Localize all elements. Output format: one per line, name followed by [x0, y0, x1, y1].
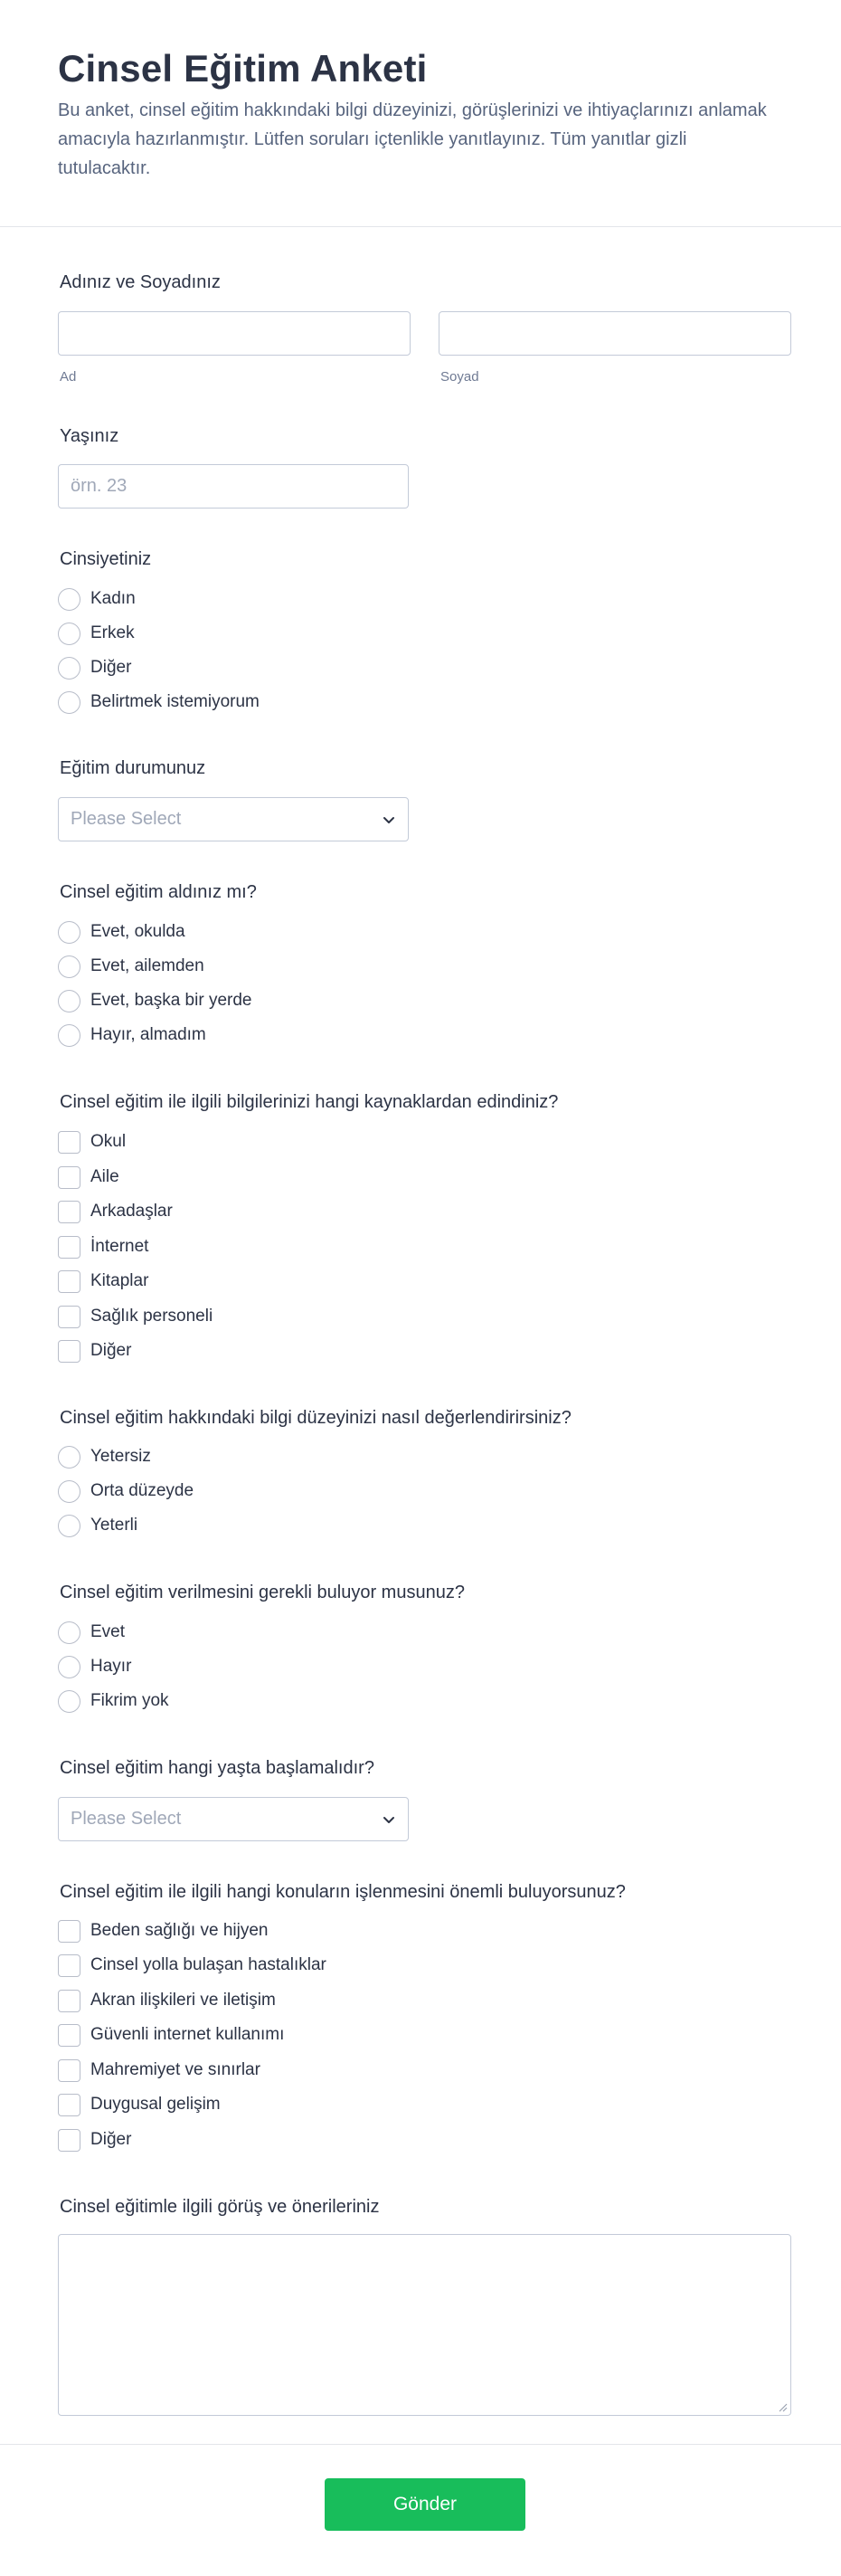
- radio-button[interactable]: [58, 1515, 80, 1537]
- radio-button[interactable]: [58, 657, 80, 680]
- radio-button[interactable]: [58, 990, 80, 1012]
- start-age-select-placeholder: Please Select: [71, 1809, 182, 1829]
- chevron-down-icon: [382, 1812, 396, 1827]
- knowledge-option-sufficient[interactable]: Yeterli: [58, 1513, 137, 1538]
- knowledge-option-medium[interactable]: Orta düzeyde: [58, 1478, 194, 1504]
- sources-option-books[interactable]: Kitaplar: [58, 1269, 148, 1294]
- name-question-label: Adınız ve Soyadınız: [60, 272, 221, 292]
- checkbox[interactable]: [58, 1920, 80, 1943]
- last-name-sublabel: Soyad: [440, 369, 479, 385]
- sources-question-label: Cinsel eğitim ile ilgili bilgilerinizi hangi kaynaklardan edindiniz?: [60, 1092, 559, 1112]
- received-option-school[interactable]: Evet, okulda: [58, 919, 185, 945]
- first-name-sublabel: Ad: [60, 369, 77, 385]
- education-question-label: Eğitim durumunuz: [60, 758, 206, 778]
- age-input[interactable]: [58, 464, 409, 509]
- radio-button[interactable]: [58, 1480, 80, 1503]
- necessary-option-no-opinion[interactable]: Fikrim yok: [58, 1688, 169, 1714]
- radio-button[interactable]: [58, 921, 80, 944]
- sources-option-friends[interactable]: Arkadaşlar: [58, 1199, 173, 1224]
- necessary-option-yes[interactable]: Evet: [58, 1620, 125, 1645]
- radio-button[interactable]: [58, 623, 80, 645]
- checkbox[interactable]: [58, 1954, 80, 1977]
- gender-option-other[interactable]: Diğer: [58, 655, 131, 680]
- sources-option-school[interactable]: Okul: [58, 1129, 126, 1155]
- topics-option-other[interactable]: Diğer: [58, 2127, 131, 2153]
- sources-option-health-staff[interactable]: Sağlık personeli: [58, 1304, 213, 1329]
- gender-question-label: Cinsiyetiniz: [60, 549, 152, 569]
- comments-question-label: Cinsel eğitimle ilgili görüş ve önerileriniz: [60, 2197, 380, 2217]
- gender-option-female[interactable]: Kadın: [58, 586, 136, 612]
- radio-button[interactable]: [58, 1024, 80, 1047]
- necessary-question-label: Cinsel eğitim verilmesini gerekli buluyor musunuz?: [60, 1583, 465, 1602]
- radio-button[interactable]: [58, 588, 80, 611]
- topics-option-privacy[interactable]: Mahremiyet ve sınırlar: [58, 2058, 260, 2083]
- sources-option-internet[interactable]: İnternet: [58, 1234, 148, 1259]
- received-option-no[interactable]: Hayır, almadım: [58, 1022, 206, 1048]
- checkbox[interactable]: [58, 1201, 80, 1223]
- checkbox[interactable]: [58, 2094, 80, 2116]
- checkbox[interactable]: [58, 1236, 80, 1259]
- resize-grip-icon[interactable]: [777, 2401, 788, 2412]
- checkbox[interactable]: [58, 2024, 80, 2047]
- education-select[interactable]: [58, 797, 409, 841]
- age-question-label: Yaşınız: [60, 426, 119, 446]
- topics-option-peer-relations[interactable]: Akran ilişkileri ve iletişim: [58, 1988, 276, 2013]
- form-header: [0, 0, 841, 227]
- checkbox[interactable]: [58, 1340, 80, 1363]
- start-age-select[interactable]: [58, 1797, 409, 1841]
- radio-button[interactable]: [58, 1446, 80, 1469]
- topics-option-hygiene[interactable]: Beden sağlığı ve hijyen: [58, 1918, 268, 1944]
- start-age-question-label: Cinsel eğitim hangi yaşta başlamalıdır?: [60, 1758, 374, 1778]
- checkbox[interactable]: [58, 2059, 80, 2082]
- gender-option-male[interactable]: Erkek: [58, 621, 135, 646]
- checkbox[interactable]: [58, 1131, 80, 1154]
- topics-option-internet-safety[interactable]: Güvenli internet kullanımı: [58, 2022, 284, 2048]
- radio-button[interactable]: [58, 1656, 80, 1678]
- sources-option-other[interactable]: Diğer: [58, 1338, 131, 1364]
- knowledge-question-label: Cinsel eğitim hakkındaki bilgi düzeyinizi nasıl değerlendirirsiniz?: [60, 1408, 572, 1428]
- chevron-down-icon: [382, 813, 396, 827]
- radio-button[interactable]: [58, 691, 80, 714]
- sources-option-family[interactable]: Aile: [58, 1164, 119, 1190]
- submit-button[interactable]: Gönder: [325, 2478, 525, 2531]
- comments-textarea[interactable]: [58, 2234, 791, 2416]
- received-question-label: Cinsel eğitim aldınız mı?: [60, 882, 257, 902]
- last-name-input[interactable]: [439, 311, 791, 356]
- received-option-elsewhere[interactable]: Evet, başka bir yerde: [58, 988, 251, 1013]
- checkbox[interactable]: [58, 2129, 80, 2152]
- first-name-input[interactable]: [58, 311, 411, 356]
- received-option-family[interactable]: Evet, ailemden: [58, 954, 204, 979]
- checkbox[interactable]: [58, 1270, 80, 1293]
- form-title: Cinsel Eğitim Anketi: [58, 47, 428, 90]
- radio-button[interactable]: [58, 1621, 80, 1644]
- checkbox[interactable]: [58, 1166, 80, 1189]
- topics-option-emotional[interactable]: Duygusal gelişim: [58, 2092, 221, 2117]
- education-select-placeholder: Please Select: [71, 809, 182, 829]
- checkbox[interactable]: [58, 1990, 80, 2012]
- radio-button[interactable]: [58, 1690, 80, 1713]
- gender-option-prefer-not[interactable]: Belirtmek istemiyorum: [58, 689, 260, 715]
- radio-button[interactable]: [58, 955, 80, 978]
- topics-option-std[interactable]: Cinsel yolla bulaşan hastalıklar: [58, 1953, 326, 1978]
- form-description: Bu anket, cinsel eğitim hakkındaki bilgi düzeyinizi, görüşlerinizi ve ihtiyaçlarınızı anlamak amacıyla hazırlanmıştır. Lütfen soruları içtenlikle yanıtlayınız. Tüm yanıtlar gizli tutulacaktır.: [58, 100, 767, 178]
- knowledge-option-insufficient[interactable]: Yetersiz: [58, 1444, 151, 1469]
- checkbox[interactable]: [58, 1306, 80, 1328]
- necessary-option-no[interactable]: Hayır: [58, 1654, 131, 1679]
- topics-question-label: Cinsel eğitim ile ilgili hangi konuların işlenmesini önemli buluyorsunuz?: [60, 1882, 626, 1902]
